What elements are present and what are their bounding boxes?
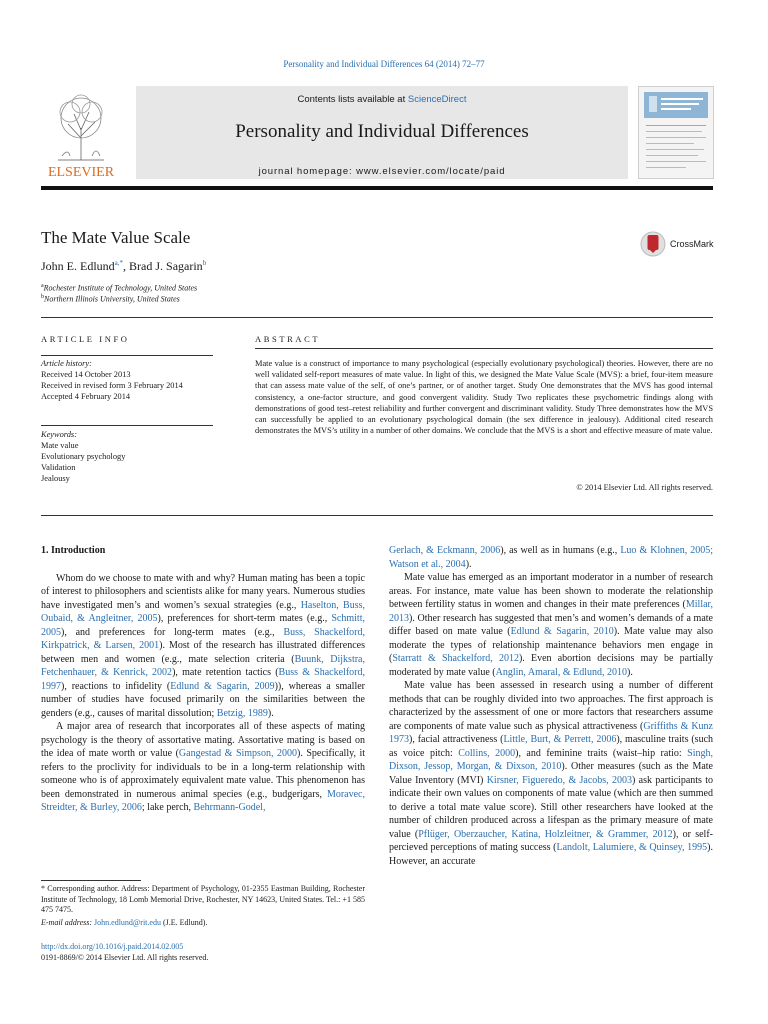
article-title: The Mate Value Scale (41, 228, 191, 247)
keyword: Evolutionary psychology (41, 452, 126, 461)
body-text: ), mate retention tactics ( (172, 667, 279, 678)
crossmark-icon[interactable] (640, 230, 666, 258)
citation-link[interactable]: Kirsner, Figueredo, & Jacobs, 2003 (486, 774, 632, 786)
keywords-block (41, 429, 125, 484)
keyword: Mate value (41, 441, 79, 450)
abstract-rule (255, 348, 713, 349)
left-column (41, 544, 365, 815)
section-divider (41, 317, 713, 318)
citation-link[interactable]: Schmitt, 2005 (41, 613, 365, 638)
body-text: ). Specifically, it refers to the proclivity for individuals to be in a long-term relationship with someone who is of approximately equivalent mate value. This phenomenon has been demonstrated in numerous animal species (e.g., budgerigars, (41, 748, 366, 800)
citation-link[interactable]: Gerlach, & Eckmann, 2006 (389, 545, 501, 556)
body-text: Mate value has been assessed in research using a number of different methods that can be roughly divided into two approaches. The first approach is characterized by the assessment of one or more factors that researchers assume are components of mate value such as physical attractiveness ( (389, 680, 713, 732)
abstract-heading: ABSTRACT (255, 334, 321, 344)
body-paragraph (389, 679, 713, 868)
body-text: ; lake perch, (141, 802, 194, 813)
body-paragraph (41, 720, 365, 815)
body-paragraph (389, 571, 713, 679)
citation-link[interactable]: Millar, 2013 (389, 599, 713, 624)
citation-link[interactable]: Moravec, Streidter, & Burley, 2006 (41, 788, 365, 813)
citation-link[interactable]: Collins, 2000 (458, 747, 516, 759)
body-text: ). Other measures (such as the Mate Value Inventory (MVI) (389, 761, 713, 786)
corresponding-author-note: * Corresponding author. Address: Department of Psychology, 01-2355 Eastman Building, Rochester Institute of Technology, 18 Lomb Memorial Drive, Rochester, NY 14623, United States. Tel.: +1 585 475 7475. (41, 884, 365, 914)
body-text: ), as well as in humans (e.g., (500, 545, 621, 556)
body-text: ), and preferences for long-term mates (e.g., (61, 626, 284, 638)
author-affiliation-mark[interactable]: b (202, 259, 207, 267)
citation-link[interactable]: Little, Burt, & Perrett, 2006 (503, 734, 617, 745)
journal-homepage: journal homepage: www.elsevier.com/locate/paid (258, 166, 506, 177)
history-item: Received in revised form 3 February 2014 (41, 381, 183, 390)
elsevier-wordmark: ELSEVIER (47, 165, 115, 178)
contents-line: Contents lists available at ScienceDirect (297, 94, 467, 105)
author-name: Brad J. Sagarin (129, 259, 203, 273)
body-text: ). (465, 558, 472, 570)
sciencedirect-link[interactable]: ScienceDirect (407, 94, 467, 105)
body-text: ). Even abortion decisions may be partially moderated by mate value ( (389, 653, 713, 678)
abstract-text: Mate value is a construct of importance to many psychological (especially evolutionary psychological) theories. However, there are no well validated self-report measures of mate value. In light of this, we designed the Mate Value Scale (MVS): a brief, four-item measure that can assess mate value of the self, of one’s partner, or of another target. Study One demonstrates that the MVS has good internal consistency, a one-factor structure, and good convergent validity. Study Two replicates these psychometric findings along with demonstrations of good test–retest reliability and further convergent and discriminant validity. Study Three demonstrates how the MVS can successfully be applied to an evolutionary psychological domain (the sex difference in jealousy). Additional cited research demonstrates the MVS’s utility in a number of other domains. We conclude that the MVS is a short and effective measure of mate value. (255, 359, 713, 436)
citation-link[interactable]: Gangestad & Simpson, 2000 (178, 748, 297, 759)
body-text: ), or self-percieved perceptions of mating success ( (389, 828, 713, 853)
citation-link[interactable]: Griffiths & Kunz 1973 (389, 720, 714, 745)
elsevier-logo (40, 90, 122, 178)
abstract-copyright: © 2014 Elsevier Ltd. All rights reserved. (576, 483, 713, 492)
citation-link[interactable]: Betzig, 1989 (216, 707, 268, 719)
section-divider (41, 515, 713, 516)
citation-link[interactable]: Luo & Klohnen, 2005; Watson et al., 2004 (389, 545, 713, 570)
article-info-rule (41, 425, 213, 426)
citation-link[interactable]: Buunk, Dijkstra, Fetchenhauer, & Kenrick, 2002 (41, 653, 365, 678)
history-item: Accepted 4 February 2014 (41, 392, 131, 401)
body-text: ), masculine traits (such as voice pitch: (389, 734, 714, 759)
journal-title: Personality and Individual Differences (235, 121, 529, 142)
body-text: )), whereas a smaller number of studies have focused primarily on the similarities between the genders (e.g., causes of marital dissolution; (41, 680, 366, 719)
body-text: ). Most of the research has illustrated differences between men and women (e.g., mate selection criteria ( (41, 640, 365, 665)
body-text: ). Other research has suggested that men’s and women’s demands of a mate differ based on mate value ( (389, 612, 713, 637)
body-text: Mate value has emerged as an important moderator in a number of research areas. For instance, mate value has been shown to moderate the relationship between fertility status in women and changes in their mate preferences ( (389, 572, 713, 610)
citation-link[interactable]: Edlund & Sagarin, 2009 (170, 680, 275, 692)
homepage-link[interactable]: www.elsevier.com/locate/paid (356, 166, 506, 177)
citation-link[interactable]: Haselton, Buss, Oubaid, & Angleitner, 2005 (41, 599, 365, 624)
issn-line: 0191-8869/© 2014 Elsevier Ltd. All rights reserved. (41, 953, 209, 962)
email-link[interactable]: John.edlund@rit.edu (94, 918, 161, 927)
journal-cover-thumbnail (638, 86, 714, 179)
citation-link[interactable]: Pflüger, Oberzaucher, Katina, Holzleitner, & Grammer, 2012 (418, 828, 673, 840)
citation-link[interactable]: Edlund & Sagarin, 2010 (510, 626, 614, 637)
right-column (389, 544, 713, 868)
history-label: Article history: (41, 359, 92, 368)
doi-link[interactable]: http://dx.doi.org/10.1016/j.paid.2014.02.005 (41, 942, 184, 951)
body-text: Whom do we choose to mate with and why? Human mating has been a topic of interest to philosophers and scientists alike for many years. Numerous studies have investigated men’s and women’s sexual strategies (e.g., (41, 572, 365, 611)
citation-link[interactable]: Singh, Dixson, Jessop, Morgan, & Dixson, 2010 (389, 747, 713, 772)
masthead-rule (41, 186, 713, 190)
citation-link[interactable]: Buss & Shackelford, 1997 (41, 667, 365, 692)
article-info-rule (41, 355, 213, 356)
keyword: Jealousy (41, 474, 70, 483)
keyword: Validation (41, 463, 76, 472)
body-text: ), facial attractiveness ( (409, 734, 504, 745)
section-heading: 1. Introduction (41, 545, 106, 556)
journal-citation[interactable]: Personality and Individual Differences 64 (2014) 72–77 (283, 59, 485, 69)
citation-link[interactable]: Starratt & Shackelford, 2012 (392, 653, 519, 664)
body-text: ). (267, 707, 274, 719)
body-paragraph (41, 572, 365, 721)
affiliation: $^a$Rochester Institute of Technology, United States (41, 283, 198, 293)
body-text: ). However, an accurate (389, 842, 713, 867)
citation-link[interactable]: Buss, Shackelford, Kirkpatrick, & Larsen, 2001 (41, 626, 365, 651)
body-text: ). Mate value may also moderate the types of relationship maintenance behaviors men engage in ( (389, 626, 713, 664)
article-history (41, 358, 183, 402)
body-text: A major area of research that incorporates all of these aspects of mating psychology is the theory of assortative mating. Assortative mating is based on the idea of mate worth or value ( (41, 721, 365, 759)
author-name: John E. Edlund (41, 259, 115, 273)
body-text: ). (627, 666, 633, 678)
citation-link[interactable]: Anglin, Amaral, & Edlund, 2010 (495, 666, 628, 678)
article-info-heading: ARTICLE INFO (41, 334, 130, 344)
citation-link[interactable]: Landolt, Lalumiere, & Quinsey, 1995 (556, 842, 708, 853)
body-text: ) ask participants to indicate their own values on components of mate value (which are then summed to derive a total mate value score). Still other researchers have looked at the number of children produced across a lifespan as the primary measure of mate value ( (389, 774, 714, 840)
body-paragraph (389, 544, 713, 571)
author-affiliation-mark[interactable]: a,* (114, 259, 124, 267)
citation-link[interactable]: Behrmann-Godel, (193, 802, 266, 813)
keywords-label: Keywords: (41, 430, 77, 439)
body-text: ), and feminine traits (waist–hip ratio: (515, 747, 688, 759)
email-note: E-mail address: John.edlund@rit.edu (J.E. Edlund). (41, 918, 208, 927)
affiliation: $^b$Northern Illinois University, United States (41, 294, 180, 304)
crossmark-label[interactable]: CrossMark (670, 239, 714, 249)
history-item: Received 14 October 2013 (41, 370, 131, 379)
body-text: ), preferences for short-term mates (e.g., (157, 613, 332, 624)
author-list: John E. Edlund$^{a,*}$, Brad J. Sagarin$^b$ (41, 259, 207, 273)
body-text: ), reactions to infidelity ( (61, 680, 171, 692)
footnote-rule (41, 880, 141, 881)
